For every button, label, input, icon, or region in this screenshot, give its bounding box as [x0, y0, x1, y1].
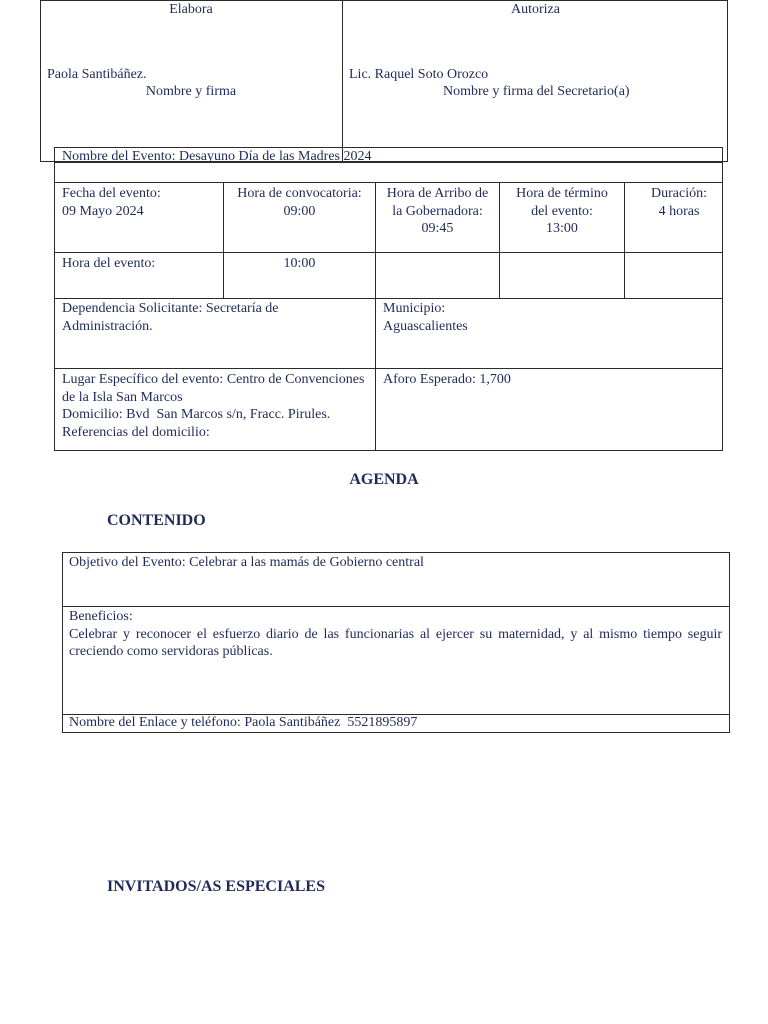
arribo-value: 09:45 — [421, 221, 454, 236]
beneficios-text: Celebrar y reconocer el esfuerzo diario de las funcionarias al ejercer su maternidad, y al mismo tiempo seguir creciendo como servidoras públicas. — [69, 626, 722, 659]
aforo: Aforo Esperado: 1,700 — [383, 372, 511, 387]
hora-evento-value: 10:00 — [283, 256, 316, 271]
invitados-heading: INVITADOS/AS ESPECIALES — [107, 878, 325, 895]
hora-evento-cell — [55, 253, 223, 275]
municipio-value: Aguascalientes — [383, 318, 468, 334]
duracion-cell — [625, 183, 723, 222]
autoriza-caption: Nombre y firma del Secretario(a) — [443, 84, 630, 99]
hora-evento-label: Hora del evento: — [62, 256, 156, 271]
lugar-label: Lugar Específico del evento: — [62, 372, 224, 387]
arribo-label: Hora de Arribo de la Gobernadora: — [386, 186, 489, 219]
fecha-label: Fecha del evento: — [62, 186, 161, 201]
duracion-label: Duración: — [651, 186, 707, 201]
termino-cell — [500, 183, 624, 240]
convocatoria-value: 09:00 — [283, 203, 316, 219]
enlace: Nombre del Enlace y teléfono: Paola Santibáñez 5521895897 — [69, 715, 418, 730]
autoriza-title: Autoriza — [511, 2, 560, 17]
termino-label: Hora de término del evento: — [516, 186, 608, 219]
fecha-cell — [55, 183, 223, 222]
domicilio: Domicilio: Bvd San Marcos s/n, Fracc. Pirules. — [62, 407, 331, 422]
convocatoria-cell — [224, 183, 375, 222]
beneficios-label: Beneficios: — [69, 609, 133, 624]
dependencia-cell — [55, 298, 375, 337]
contenido-heading: CONTENIDO — [107, 512, 206, 529]
beneficios-cell — [62, 606, 730, 663]
objetivo: Objetivo del Evento: Celebrar a las mamás de Gobierno central — [69, 555, 424, 570]
convocatoria-label: Hora de convocatoria: — [237, 186, 362, 201]
elabora-person: Paola Santibáñez. — [47, 67, 147, 82]
objetivo-cell — [62, 552, 730, 574]
municipio-cell — [376, 298, 722, 337]
municipio-label: Municipio: — [383, 301, 446, 316]
dependencia-label: Dependencia Solicitante: — [62, 301, 203, 316]
fecha-value: 09 Mayo 2024 — [62, 203, 144, 219]
elabora-title: Elabora — [169, 2, 213, 17]
enlace-cell — [62, 714, 730, 734]
lugar-cell — [55, 369, 375, 443]
signature-divider — [342, 0, 343, 162]
arribo-cell — [376, 183, 499, 240]
hora-evento-value-cell — [224, 253, 375, 275]
elabora-caption: Nombre y firma — [145, 84, 237, 99]
referencias: Referencias del domicilio: — [62, 424, 210, 440]
duracion-value: 4 horas — [658, 203, 700, 219]
autoriza-person: Lic. Raquel Soto Orozco — [349, 67, 489, 82]
aforo-cell — [376, 369, 722, 391]
lugar-value: Centro de Convenciones de la Isla San Marcos — [62, 372, 365, 405]
agenda-heading: AGENDA — [349, 471, 419, 488]
event-name: Nombre del Evento: Desayuno Día de las Madres 2024 — [62, 149, 372, 164]
termino-value: 13:00 — [546, 221, 578, 236]
dependencia-value: Secretaría de Administración. — [62, 301, 279, 334]
